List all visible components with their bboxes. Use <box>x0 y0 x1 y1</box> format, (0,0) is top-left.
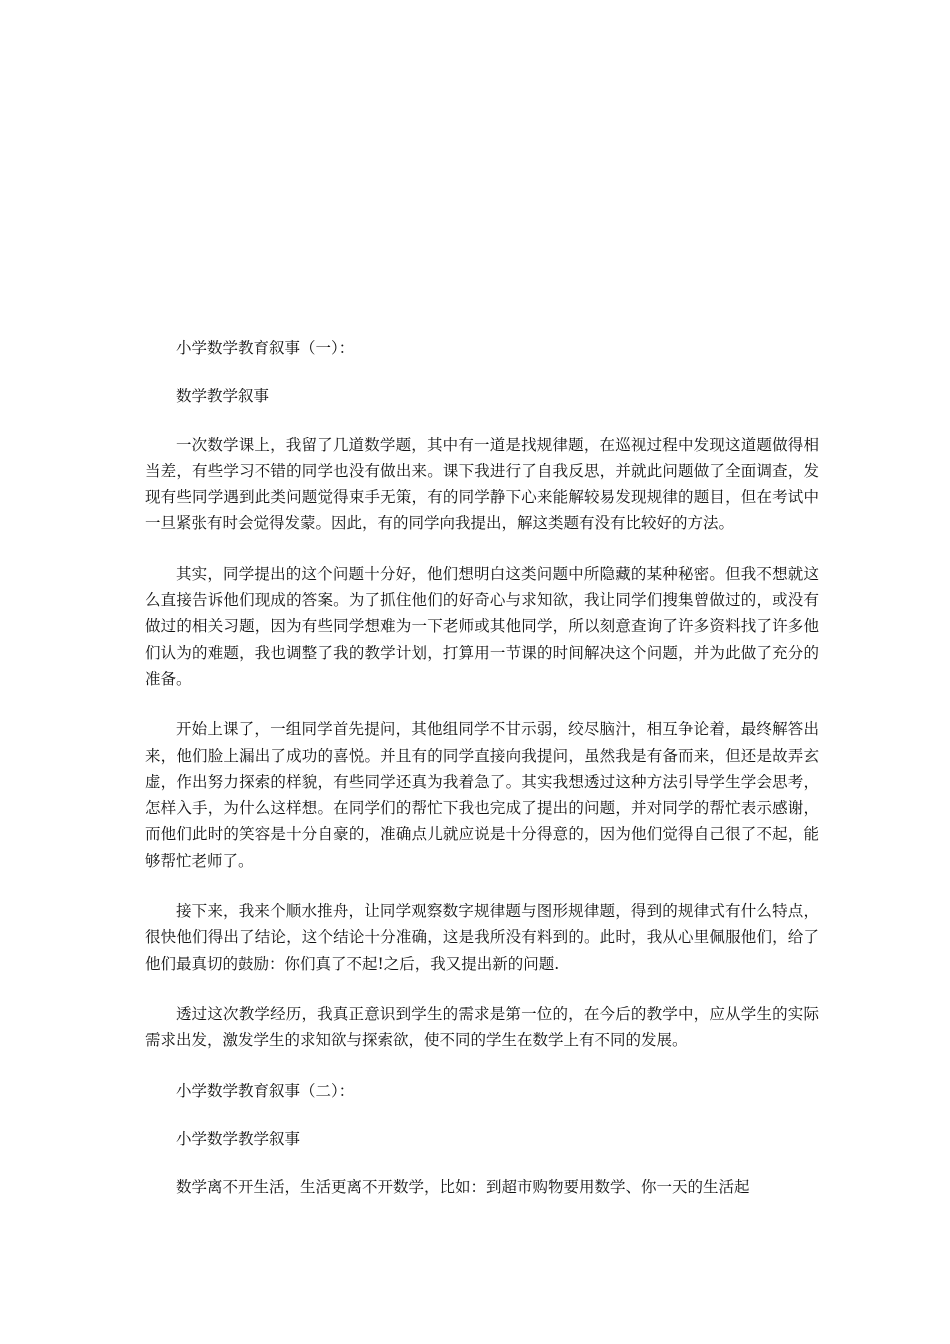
paragraph-2: 其实，同学提出的这个问题十分好，他们想明白这类问题中所隐藏的某种秘密。但我不想就这么直接告诉他们现成的答案。为了抓住他们的好奇心与求知欲，我让同学们搜集曾做过的，或没有做过的相关习题，因为有些同学想难为一下老师或其他同学，所以刻意查询了许多资料找了许多他们认为的难题，我也调整了我的教学计划，打算用一节课的时间解决这个问题，并为此做了充分的准备。 <box>145 564 819 688</box>
paragraph-6: 数学离不开生活，生活更离不开数学，比如：到超市购物要用数学、你一天的生活起 <box>176 1178 750 1197</box>
section-1-title: 数学教学叙事 <box>176 387 270 406</box>
paragraph-5: 透过这次教学经历，我真正意识到学生的需求是第一位的，在今后的教学中，应从学生的实际需求出发，激发学生的求知欲与探索欲，使不同的学生在数学上有不同的发展。 <box>145 1004 819 1050</box>
paragraph-4: 接下来，我来个顺水推舟，让同学观察数字规律题与图形规律题，得到的规律式有什么特点，很快他们得出了结论，这个结论十分准确，这是我所没有料到的。此时，我从心里佩服他们，给了他们最真切的鼓励：你们真了不起!之后，我又提出新的问题. <box>145 902 819 973</box>
section-2-title: 小学数学教学叙事 <box>176 1129 301 1148</box>
document-page <box>145 335 819 1224</box>
section-1-heading: 小学数学教育叙事（一）： <box>176 339 355 357</box>
paragraph-1: 一次数学课上，我留了几道数学题，其中有一道是找规律题，在巡视过程中发现这道题做得相当差，有些学习不错的同学也没有做出来。课下我进行了自我反思，并就此问题做了全面调查，发现有些同学遇到此类问题觉得束手无策，有的同学静下心来能解较易发现规律的题目，但在考试中一旦紧张有时会觉得发蒙。因此，有的同学向我提出，解这类题有没有比较好的方法。 <box>145 435 819 533</box>
section-2-heading: 小学数学教育叙事（二）： <box>176 1081 355 1100</box>
paragraph-3: 开始上课了，一组同学首先提问，其他组同学不甘示弱，绞尽脑汁，相互争论着，最终解答出来，他们脸上漏出了成功的喜悦。并且有的同学直接向我提问，虽然我是有备而来，但还是故弄玄虚，作出努力探索的样貌，有些同学还真为我着急了。其实我想透过这种方法引导学生学会思考，怎样入手，为什么这样想。在同学们的帮忙下我也完成了提出的问题，并对同学的帮忙表示感谢，而他们此时的笑容是十分自豪的，准确点儿就应说是十分得意的，因为他们觉得自己很了不起，能够帮忙老师了。 <box>145 720 819 870</box>
